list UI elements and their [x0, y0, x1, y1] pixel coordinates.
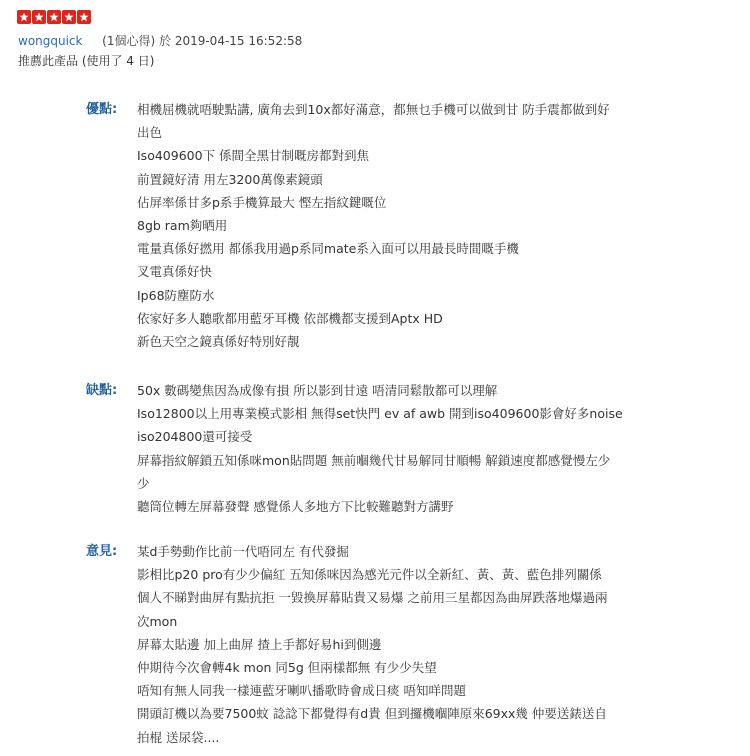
date-prefix: 於 [158, 34, 171, 48]
review-line: Iso12800以上用專業模式影相 無得set快門 ev af awb 開到iso409600影會好多noise [137, 406, 623, 422]
star-icon [62, 10, 76, 24]
opinion-lines [137, 540, 657, 749]
cons-lines [137, 379, 657, 518]
pros-label: 優點: [86, 102, 118, 117]
review-line: iso204800還可接受 [137, 429, 253, 445]
star-icon [17, 10, 31, 24]
review-line: 仲期待今次會轉4k mon 同5g 但兩樣都無 有少少失望 [137, 659, 437, 675]
star-icon [77, 10, 91, 24]
review-line: 依家好多人聽歌都用藍牙耳機 依部機都支援到Aptx HD [137, 310, 443, 326]
star-icon [32, 10, 46, 24]
review-line: 影相比p20 pro有少少偏紅 五知係咪因為感光元件以全新紅、黃、黃、藍色排列關係 [137, 567, 602, 583]
review-datetime: 2019-04-15 16:52:58 [174, 34, 303, 48]
cons-label: 缺點: [86, 383, 118, 398]
pros-lines [137, 98, 657, 353]
star-icon [47, 10, 61, 24]
review-line: 開頭訂機以為要7500蚊 諗諗下都覺得有d貴 但到攞機嗰陣原來69xx幾 仲要送錶送自 [137, 706, 607, 722]
reviewer-username[interactable]: wongquick [18, 34, 83, 48]
review-line: Iso409600下 係間全黑甘制嘅房都對到焦 [137, 148, 370, 164]
review-line: 屏幕指紋解鎖五知係咪mon貼問題 無前嗰幾代甘易解同甘順暢 解鎖速度都感覺慢左少 [137, 452, 611, 468]
review-line: 相機屈機就唔駛點講, 廣角去到10x都好滿意，都無乜手機可以做到甘 防手震都做到好 [137, 102, 610, 117]
review-line: 拍棍 送尿袋.... [137, 729, 220, 745]
review-line: 少 [137, 475, 150, 491]
review-line: 50x 數碼變焦因為成像有損 所以影到甘遠 唔清同鬆散都可以理解 [137, 383, 498, 398]
review-line: 個人不睇對曲屏有點抗拒 一毀換屏幕貼貴又易爆 之前用三星都因為曲屏跌落地爆過兩 [137, 590, 608, 606]
review-line: 前置鏡好清 用左3200萬像素鏡頭 [137, 171, 323, 187]
review-line: 次mon [137, 613, 178, 629]
rating-stars [17, 10, 91, 24]
review-line: 新色天空之鏡真係好特別好靚 [137, 333, 300, 349]
recommend-usage: 推薦此產品 (使用了 4 日) [18, 54, 155, 68]
review-line: 電量真係好撚用 都係我用過p系同mate系入面可以用最長時間嘅手機 [137, 241, 519, 257]
opinion-label: 意見: [86, 544, 118, 559]
review-line: 某d手勢動作比前一代唔同左 有代發掘 [137, 544, 349, 559]
review-line: 出色 [137, 125, 163, 141]
review-line: 叉電真係好快 [137, 264, 213, 280]
review-meta [18, 32, 302, 49]
review-line: 唔知有無人同我一樣連藍牙喇叭播歌時會成日痰 唔知咩問題 [137, 683, 466, 699]
review-line: 佔屏率係甘多p系手機算最大 慳左指紋鍵嘅位 [137, 194, 387, 210]
review-line: 聽筒位轉左屏幕發聲 感覺係人多地方下比較難聽對方講野 [137, 498, 454, 514]
review-line: 8gb ram夠晒用 [137, 217, 228, 233]
review-line: 屏幕太貼邊 加上曲屏 揸上手都好易hi到側邊 [137, 636, 382, 652]
reviewer-review-count: (1個心得) [102, 34, 156, 48]
review-line: Ip68防塵防水 [137, 287, 215, 303]
